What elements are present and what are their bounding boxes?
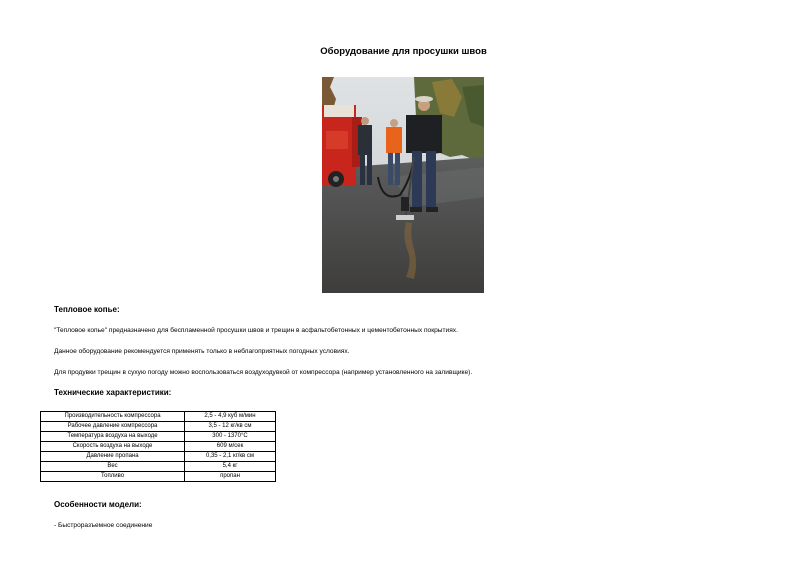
specs-table (40, 411, 276, 482)
section-heading-features: Особенности модели: (54, 500, 142, 509)
section-heading-specs: Технические характеристики: (54, 388, 172, 397)
table-row (41, 452, 276, 462)
paragraph-dry-weather: Для продувки трещин в сухую погоду можно воспользоваться воздуходувкой от компрессора (например установленного на заливщике). (54, 369, 473, 376)
table-row (41, 432, 276, 442)
spec-param: Скорость воздуха на выходе (41, 442, 185, 452)
spec-value: 0,35 - 2,1 кг/кв см (185, 452, 276, 462)
table-row (41, 442, 276, 452)
spec-param: Давление пропана (41, 452, 185, 462)
table-row (41, 422, 276, 432)
spec-param: Рабочее давление компрессора (41, 422, 185, 432)
spec-param: Температура воздуха на выходе (41, 432, 185, 442)
paragraph-conditions: Данное оборудование рекомендуется применять только в неблагоприятных погодных условиях. (54, 348, 350, 355)
spec-value: 2,5 - 4,9 куб м/мин (185, 412, 276, 422)
spec-param: Вес (41, 462, 185, 472)
feature-item: - Быстроразъемное соединение (54, 522, 153, 529)
road-worker-heat-lance-photo (322, 77, 484, 293)
page-title: Оборудование для просушки швов (320, 46, 487, 57)
paragraph-purpose: "Тепловое копье" предназначено для беспламенной просушки швов и трещин в асфальтобетонных и цементобетонных покрытиях. (54, 327, 458, 334)
table-row (41, 412, 276, 422)
table-row (41, 462, 276, 472)
spec-value: 609 м/сек (185, 442, 276, 452)
spec-param: Производительность компрессора (41, 412, 185, 422)
spec-value: пропан (185, 472, 276, 482)
section-heading-heat-lance: Тепловое копье: (54, 305, 120, 314)
spec-param: Топливо (41, 472, 185, 482)
table-row (41, 472, 276, 482)
spec-value: 5,4 кг (185, 462, 276, 472)
spec-value: 300 - 1370°С (185, 432, 276, 442)
spec-value: 3,5 - 12 кг/кв см (185, 422, 276, 432)
